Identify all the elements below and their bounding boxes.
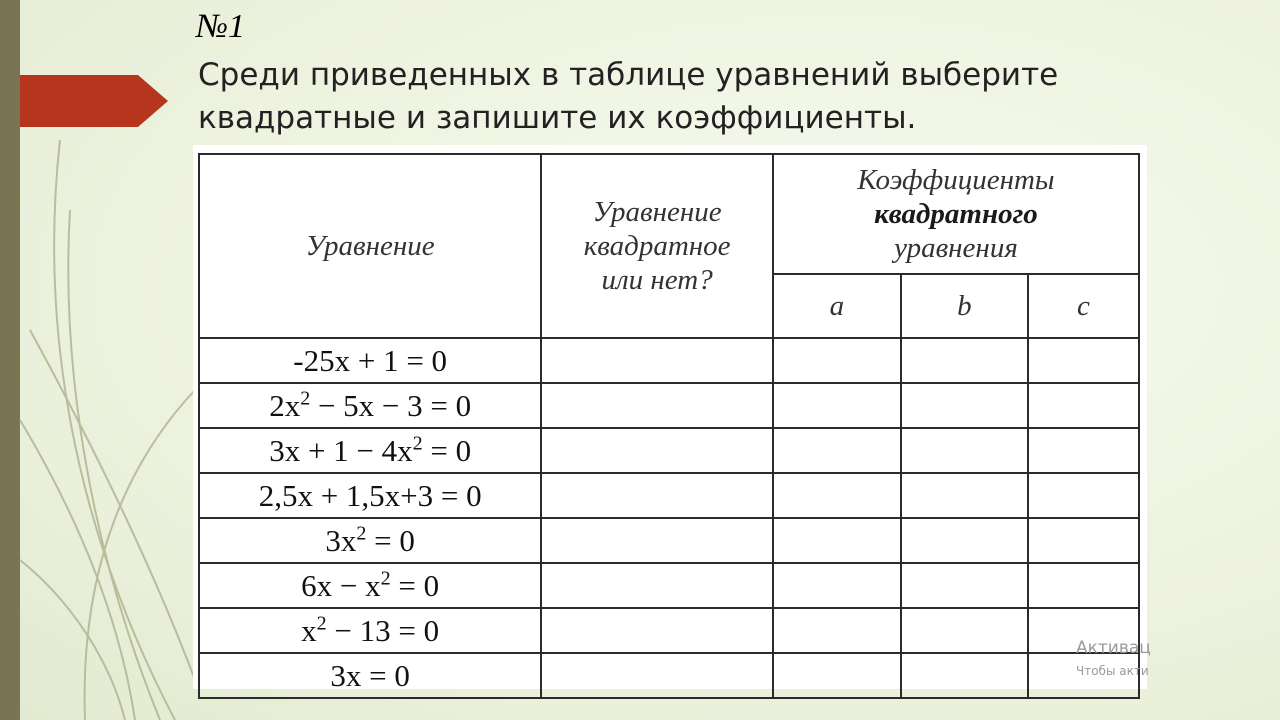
answer-cell [541,338,773,383]
table-row [199,653,1139,698]
header-equation: Уравнение [199,154,541,338]
task-number: №1 [196,8,246,45]
equation-cell [199,653,541,698]
coef-b-cell [901,653,1028,698]
task-text-line-1: Среди приведенных в таблице уравнений выберите [198,57,1059,93]
answer-cell [541,653,773,698]
header-a: a [773,274,901,338]
coef-a-cell [773,383,901,428]
header-coefficients-line-3: уравнения [894,232,1018,264]
watermark-line-2: Чтобы акти [1076,664,1149,678]
table-row [199,608,1139,653]
coef-a-cell [773,338,901,383]
coef-b-cell [901,518,1028,563]
coef-a-cell [773,653,901,698]
coef-a-cell [773,608,901,653]
equation-exponent: 2 [316,612,327,635]
coef-b-cell [901,338,1028,383]
header-c: c [1028,274,1139,338]
equation-text: 6x − x [301,567,381,603]
coef-a-cell [773,428,901,473]
table-row [199,383,1139,428]
answer-cell [541,518,773,563]
equation-exponent: 2 [412,432,423,455]
task-description [198,54,1208,140]
equation-cell [199,518,541,563]
equation-cell [199,428,541,473]
header-is-quadratic [541,154,773,338]
table-row [199,338,1139,383]
equation-text-rest: = 0 [366,522,415,558]
table-image [193,145,1147,693]
equation-text-rest: − 13 = 0 [326,612,440,648]
equation-cell [199,473,541,518]
header-coefficients [773,154,1139,274]
equations-table [198,153,1140,699]
equation-cell [199,383,541,428]
coef-a-cell [773,563,901,608]
equation-text: 3x [325,522,357,558]
answer-cell [541,428,773,473]
answer-cell [541,473,773,518]
header-is-quadratic-line-2: квадратное [583,230,731,262]
equation-text: 3x + 1 − 4x [269,432,413,468]
equation-exponent: 2 [356,522,367,545]
coef-a-cell [773,473,901,518]
task-text-line-2: квадратные и запишите их коэффициенты. [198,100,917,136]
equation-text: x [301,612,317,648]
coef-b-cell [901,473,1028,518]
header-coefficients-line-2: квадратного [874,198,1038,230]
table-row [199,473,1139,518]
coef-a-cell [773,518,901,563]
coef-c-cell [1028,338,1139,383]
equation-exponent: 2 [300,387,311,410]
answer-cell [541,563,773,608]
equation-text-rest: − 5x − 3 = 0 [310,387,472,423]
header-is-quadratic-line-1: Уравнение [592,196,722,228]
equation-cell [199,563,541,608]
header-is-quadratic-line-3: или нет? [601,264,713,296]
equation-text: 3x = 0 [330,657,410,693]
equation-text: 2x [269,387,301,423]
coef-b-cell [901,428,1028,473]
watermark-line-1: Активац [1076,638,1151,658]
activation-watermark [1076,640,1151,677]
coef-b-cell [901,383,1028,428]
equation-text-rest: = 0 [422,432,472,468]
equation-text: -25x + 1 = 0 [293,342,448,378]
equation-exponent: 2 [380,567,391,590]
coef-c-cell [1028,428,1139,473]
coef-c-cell [1028,383,1139,428]
equation-text-rest: = 0 [390,567,440,603]
header-coefficients-line-1: Коэффициенты [857,164,1055,196]
arrow-shape [20,75,168,127]
header-b: b [901,274,1028,338]
coef-c-cell [1028,563,1139,608]
equation-cell [199,608,541,653]
coef-b-cell [901,563,1028,608]
answer-cell [541,608,773,653]
table-row [199,518,1139,563]
coef-c-cell [1028,518,1139,563]
answer-cell [541,383,773,428]
table-row [199,563,1139,608]
coef-c-cell [1028,473,1139,518]
table-row [199,428,1139,473]
equation-cell [199,338,541,383]
coef-b-cell [901,608,1028,653]
equation-text: 2,5x + 1,5x+3 = 0 [258,477,482,513]
